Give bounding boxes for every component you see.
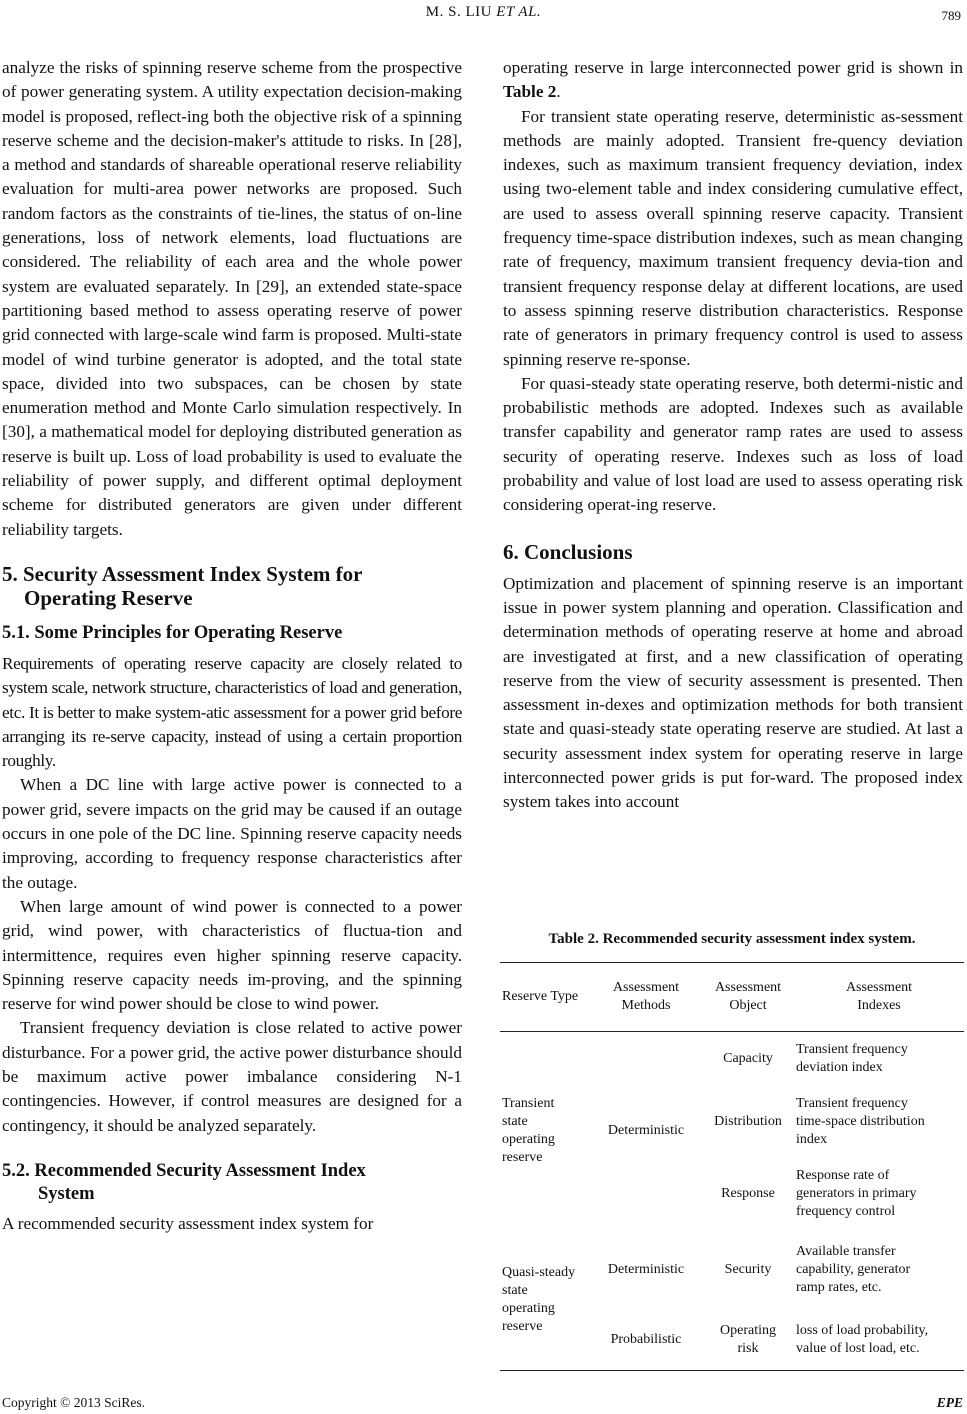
object-line: Operating (720, 1323, 776, 1338)
index-line: Available transfer (796, 1244, 896, 1259)
right-column (503, 56, 963, 815)
section-5-heading (2, 562, 462, 610)
transient-type-line: reserve (502, 1150, 543, 1165)
page-header (0, 4, 967, 26)
left-column (2, 56, 462, 1236)
header-reserve-type: Reserve Type (502, 989, 579, 1004)
journal-abbrev: EPE (936, 1395, 963, 1410)
index-line: frequency control (796, 1204, 896, 1219)
header-indexes-line2: Indexes (857, 998, 901, 1013)
cell-object-response: Response (721, 1186, 775, 1201)
table-row (500, 1032, 964, 1086)
author-name: M. S. LIU (425, 4, 492, 20)
table-reference-link: Table 2 (503, 82, 557, 102)
section-5-2-title-line1: 5.2. Recommended Security Assessment Index (2, 1160, 366, 1181)
cell-transient-type (500, 1032, 590, 1230)
copyright-notice: Copyright © 2013 SciRes. (2, 1395, 146, 1410)
cell-index-operating-risk (794, 1310, 964, 1370)
cell-object-operating-risk (702, 1310, 794, 1370)
header-object-line1: Assessment (714, 980, 782, 995)
index-line: Response rate of (796, 1168, 890, 1183)
index-line: time-space distribution (796, 1114, 925, 1129)
table-2-caption: Table 2. Recommended security assessment index system. (548, 931, 916, 947)
paragraph-transient: For transient state operating reserve, deterministic as-sessment methods are mainly adopted. Transient fre-quency deviation indexes, such as maximum transient frequency deviation, index using two-element table and index considering cumulative effect, are used to assess overall spinning reserve capacity. Transient frequency time-space distribution indexes, such as mean changing rate of frequency, maximum transient frequency devia-tion and transient frequency response delay at different locations, are used to assess spinning reserve distribution characteristics. Response rate of generators in primary frequency control is used to assess spinning reserve re-sponse. (503, 106, 963, 369)
author-etal: ET AL. (496, 4, 542, 20)
section-5-1-heading: 5.1. Some Principles for Operating Reserve (2, 622, 343, 643)
paragraph-5-1-1: Requirements of operating reserve capacity are closely related to system scale, network structure, characteristics of load and generation, etc. It is better to make system-atic assessment for a power grid before arranging its re-serve capacity, instead of using a certain proportion roughly. (2, 653, 462, 771)
index-line: ramp rates, etc. (796, 1280, 882, 1295)
header-indexes (794, 963, 964, 1031)
paragraph-5-1-4: Transient frequency deviation is close related to active power disturbance. For a power grid, the active power disturbance should be maximum active power imbalance considering N-1 contingencies. However, if control measures are designed for a contingency, it should be analyzed separately. (2, 1018, 462, 1135)
quasi-type-line: operating (502, 1301, 555, 1316)
page-number: 789 (941, 8, 961, 23)
cell-object-distribution: Distribution (714, 1114, 782, 1129)
index-line: index (796, 1132, 828, 1147)
index-line: capability, generator (796, 1262, 911, 1277)
section-6-heading: 6. Conclusions (503, 539, 633, 564)
paragraph-5-2-1: A recommended security assessment index system for (2, 1213, 374, 1233)
index-line: Transient frequency (796, 1042, 908, 1057)
cell-index-response (794, 1158, 964, 1230)
cell-quasi-method-probabilistic: Probabilistic (610, 1332, 682, 1347)
section-5-number: 5. (2, 561, 18, 586)
paragraph-conclusions: Optimization and placement of spinning reserve is an important issue in power system planning and operation. Classification and determination methods of operating reserve at home and abroad are investigated at first, and a new classification of operating reserve from the view of security assessment is presented. Then assessment in-dexes and optimization methods for both transient state and quasi-steady state operating reserve are studied. At last a security assessment index system for operating reserve in large interconnected power grids is put for-ward. The proposed index system takes into account (503, 573, 963, 812)
table-2-grid (500, 963, 964, 1031)
cell-index-capacity (794, 1032, 964, 1086)
header-object-line2: Object (729, 998, 767, 1013)
table-reference-text: operating reserve in large interconnected power grid is shown in (503, 58, 963, 77)
paragraph-5-1-3: When large amount of wind power is connected to a power grid, wind power, with characteristics of fluctua-tion and intermittence, requires even higher spinning reserve capacity. Spinning reserve capacity needs im-proving, and the spinning reserve for wind power should be close to wind power. (2, 896, 462, 1014)
cell-quasi-type (500, 1230, 590, 1370)
running-head-authors (0, 4, 967, 21)
header-methods-line2: Methods (621, 998, 671, 1013)
index-line: generators in primary (796, 1186, 917, 1201)
header-object (702, 963, 794, 1031)
cell-transient-method: Deterministic (607, 1123, 685, 1138)
index-line: value of lost load, etc. (796, 1341, 920, 1356)
section-5-2-heading (2, 1160, 462, 1206)
header-methods-line1: Assessment (612, 980, 680, 995)
cell-object-capacity: Capacity (723, 1051, 773, 1066)
header-methods (590, 963, 702, 1031)
table-2 (500, 962, 964, 1371)
cell-index-security (794, 1230, 964, 1310)
quasi-type-line: Quasi-steady (502, 1265, 576, 1280)
index-line: loss of load probability, (796, 1323, 929, 1338)
table-2-body (500, 1032, 964, 1370)
index-line: Transient frequency (796, 1096, 908, 1111)
paragraph-intro: analyze the risks of spinning reserve scheme from the prospective of power generating system. A utility expectation decision-making model is proposed, reflect-ing both the objective risk of a spinning reserve scheme and the decision-maker's attitude to risks. In [28], a method and standards of shareable operational reserve reliability evaluation for multi-area power networks are proposed. Such random factors as the constraints of tie-lines, the status of on-line generations, loss of network elements, load fluctuations are considered. The reliability of each area and the whole power system are evaluated separately. In [29], an extended state-space partitioning based method to assess operating reserve of power grid connected with large-scale wind farm is proposed. Multi-state model of wind turbine generator is adopted, and the total state space, divided into two subspaces, can be chosen by state enumeration method and Monte Carlo simulation respectively. In [30], a mathematical model for deploying distributed generation as reserve is built up. Loss of load probability is used to evaluate the reliability of power supply, and different optimal deployment scheme for distributed generators are given under different reliability targets. (2, 58, 462, 539)
transient-type-line: operating (502, 1132, 555, 1147)
cell-index-distribution (794, 1086, 964, 1158)
transient-type-line: state (502, 1114, 528, 1129)
transient-type-line: Transient (502, 1096, 555, 1111)
section-5-title-line2: Operating Reserve (24, 585, 193, 610)
table-reference-period: . (556, 82, 561, 102)
quasi-type-line: state (502, 1283, 528, 1298)
table-bottom-rule (500, 1370, 964, 1371)
table-row (500, 1230, 964, 1310)
section-5-title-line1: Security Assessment Index System for (23, 561, 363, 586)
object-line: risk (737, 1341, 759, 1356)
section-5-2-title-line2: System (38, 1183, 95, 1204)
paragraph-quasi-steady: For quasi-steady state operating reserve, both determi-nistic and probabilistic methods are adopted. Indexes such as available transfer capability and generator ramp rates are used to assess security of operating reserve. Indexes such as loss of load probability and value of lost load are used to assess operating risk considering operat-ing reserve. (503, 373, 963, 515)
cell-quasi-method-deterministic: Deterministic (607, 1262, 685, 1277)
header-indexes-line1: Assessment (845, 980, 913, 995)
paragraph-5-1-2: When a DC line with large active power is connected to a power grid, severe impacts on the grid may be caused if an outage occurs in one pole of the DC line. Spinning reserve capacity needs improving, according to frequency response characteristics after the outage. (2, 775, 462, 892)
cell-object-security: Security (724, 1262, 772, 1277)
paragraph-table-reference (503, 56, 963, 105)
table-header-row (500, 963, 964, 1031)
index-line: deviation index (796, 1060, 883, 1075)
quasi-type-line: reserve (502, 1319, 543, 1334)
